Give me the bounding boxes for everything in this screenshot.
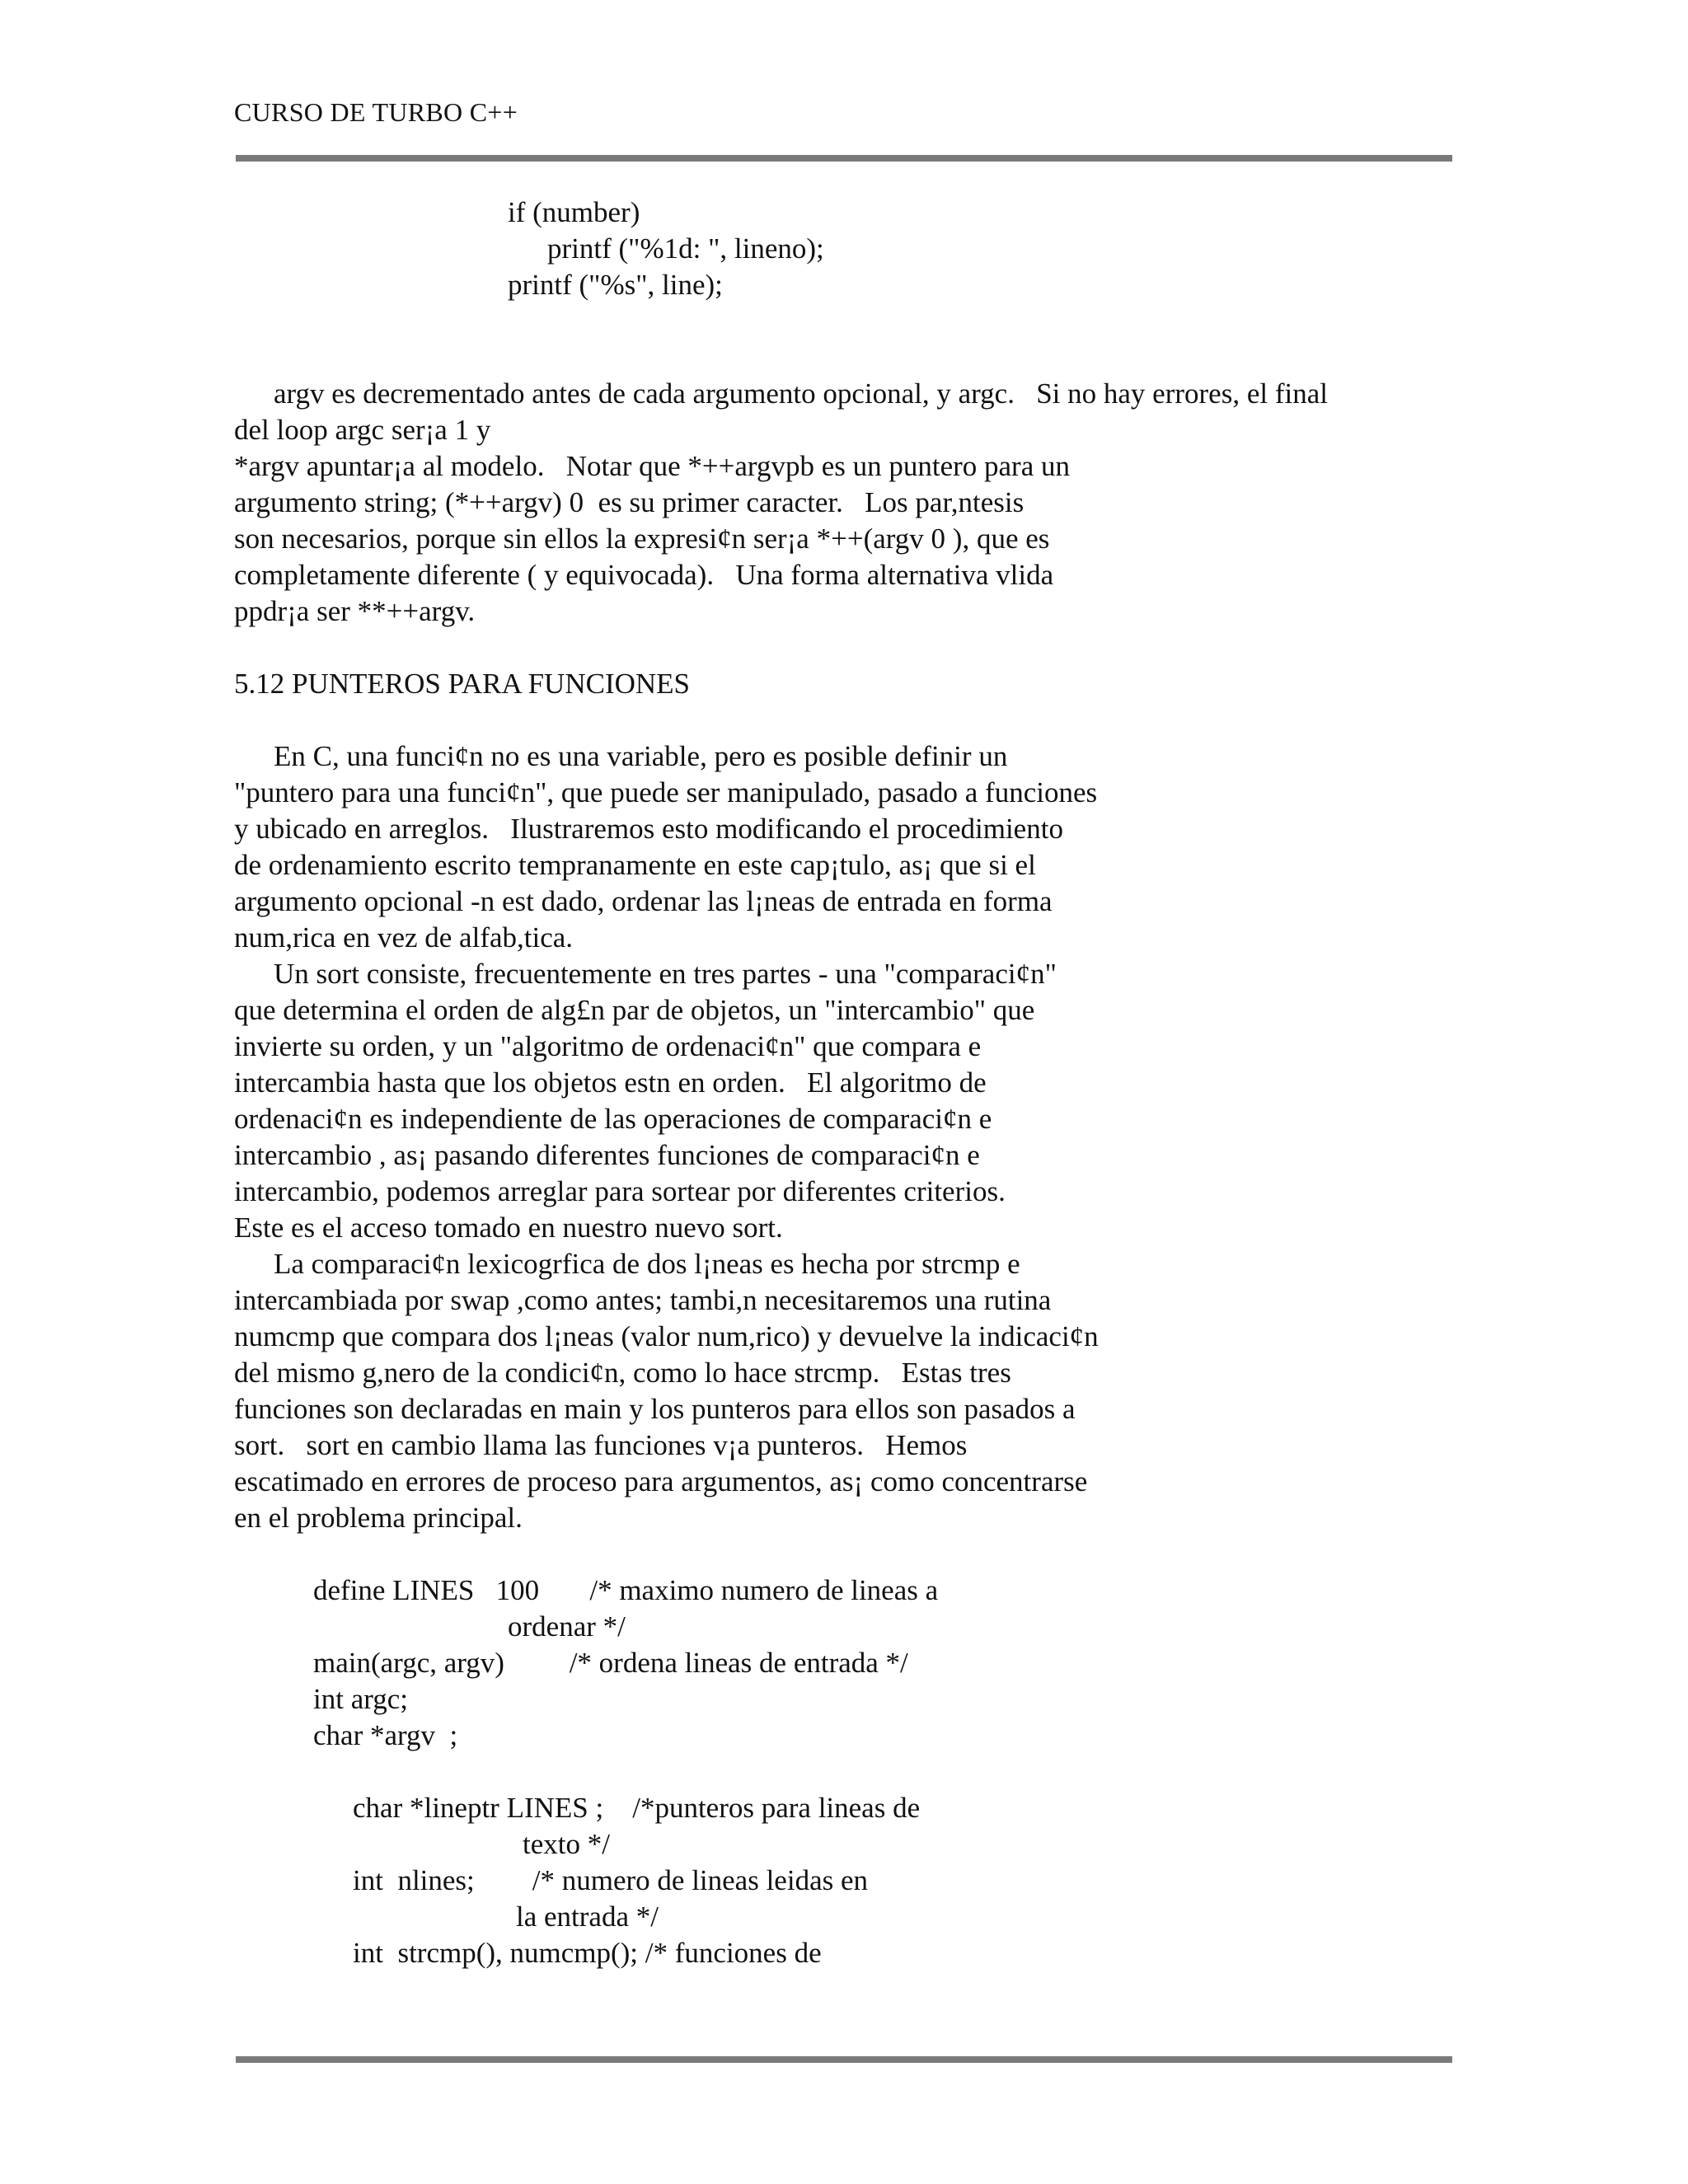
- body-line: en el problema principal.: [234, 1502, 523, 1534]
- paragraph-line: del loop argc ser¡a 1 y: [234, 414, 491, 446]
- body-line: intercambio , as¡ pasando diferentes funciones de comparaci¢n e: [234, 1139, 980, 1171]
- code-line: ordenar */: [508, 1610, 626, 1643]
- footer-rule: [236, 2056, 1452, 2063]
- paragraph-line: argv es decrementado antes de cada argumento opcional, y argc. Si no hay errores, el final: [274, 377, 1328, 410]
- page-header: CURSO DE TURBO C++: [234, 97, 518, 127]
- body-line: numcmp que compara dos l¡neas (valor num,rico) y devuelve la indicaci¢n: [234, 1320, 1099, 1352]
- code-line: texto */: [523, 1828, 610, 1860]
- body-line: del mismo g,nero de la condici¢n, como lo hace strcmp. Estas tres: [234, 1357, 1011, 1389]
- body-line: intercambia hasta que los objetos estn en orden. El algoritmo de: [234, 1066, 987, 1099]
- section-title: 5.12 PUNTEROS PARA FUNCIONES: [234, 668, 690, 700]
- code-line: char *lineptr LINES ; /*punteros para lineas de: [353, 1792, 921, 1824]
- code-line: main(argc, argv) /* ordena lineas de entrada */: [313, 1647, 908, 1679]
- code-line: int strcmp(), numcmp(); /* funciones de: [353, 1937, 822, 1969]
- paragraph-line: completamente diferente ( y equivocada). Una forma alternativa vlida: [234, 559, 1054, 591]
- paragraph-line: son necesarios, porque sin ellos la expresi¢n ser¡a *++(argv 0 ), que es: [234, 523, 1050, 555]
- body-line: funciones son declaradas en main y los punteros para ellos son pasados a: [234, 1393, 1076, 1425]
- body-line: argumento opcional -n est dado, ordenar las l¡neas de entrada en forma: [234, 885, 1053, 917]
- code-line: printf ("%1d: ", lineno);: [547, 232, 824, 265]
- body-line: En C, una funci¢n no es una variable, pero es posible definir un: [274, 740, 1008, 772]
- body-line: escatimado en errores de proceso para argumentos, as¡ como concentrarse: [234, 1465, 1088, 1497]
- body-line: Un sort consiste, frecuentemente en tres partes - una "comparaci¢n": [274, 958, 1057, 990]
- code-line: char *argv ;: [313, 1719, 458, 1751]
- code-line: int argc;: [313, 1683, 409, 1715]
- paragraph-line: *argv apuntar¡a al modelo. Notar que *++argvpb es un puntero para un: [234, 450, 1070, 482]
- body-line: La comparaci¢n lexicogrfica de dos l¡neas es hecha por strcmp e: [274, 1248, 1020, 1280]
- code-line: if (number): [508, 196, 640, 228]
- code-line: printf ("%s", line);: [508, 269, 723, 301]
- body-line: invierte su orden, y un "algoritmo de ordenaci¢n" que compara e: [234, 1030, 982, 1062]
- code-line: int nlines; /* numero de lineas leidas en: [353, 1864, 869, 1896]
- paragraph-line: ppdr¡a ser **++argv.: [234, 595, 476, 627]
- body-line: de ordenamiento escrito tempranamente en este cap¡tulo, as¡ que si el: [234, 849, 1036, 881]
- header-rule: [236, 155, 1452, 162]
- body-line: intercambiada por swap ,como antes; tambi,n necesitaremos una rutina: [234, 1284, 1052, 1316]
- paragraph-line: argumento string; (*++argv) 0 es su primer caracter. Los par,ntesis: [234, 486, 1025, 518]
- body-line: ordenaci¢n es independiente de las operaciones de comparaci¢n e: [234, 1103, 992, 1135]
- code-line: la entrada */: [516, 1900, 659, 1933]
- body-line: num,rica en vez de alfab,tica.: [234, 921, 574, 954]
- body-line: "puntero para una funci¢n", que puede ser manipulado, pasado a funciones: [234, 776, 1098, 808]
- body-line: sort. sort en cambio llama las funciones v¡a punteros. Hemos: [234, 1429, 968, 1461]
- code-line: define LINES 100 /* maximo numero de lineas a: [313, 1574, 939, 1606]
- body-line: Este es el acceso tomado en nuestro nuevo sort.: [234, 1212, 783, 1244]
- body-line: y ubicado en arreglos. Ilustraremos esto modificando el procedimiento: [234, 813, 1063, 845]
- body-line: intercambio, podemos arreglar para sortear por diferentes criterios.: [234, 1175, 1006, 1207]
- body-line: que determina el orden de alg£n par de objetos, un "intercambio" que: [234, 994, 1035, 1026]
